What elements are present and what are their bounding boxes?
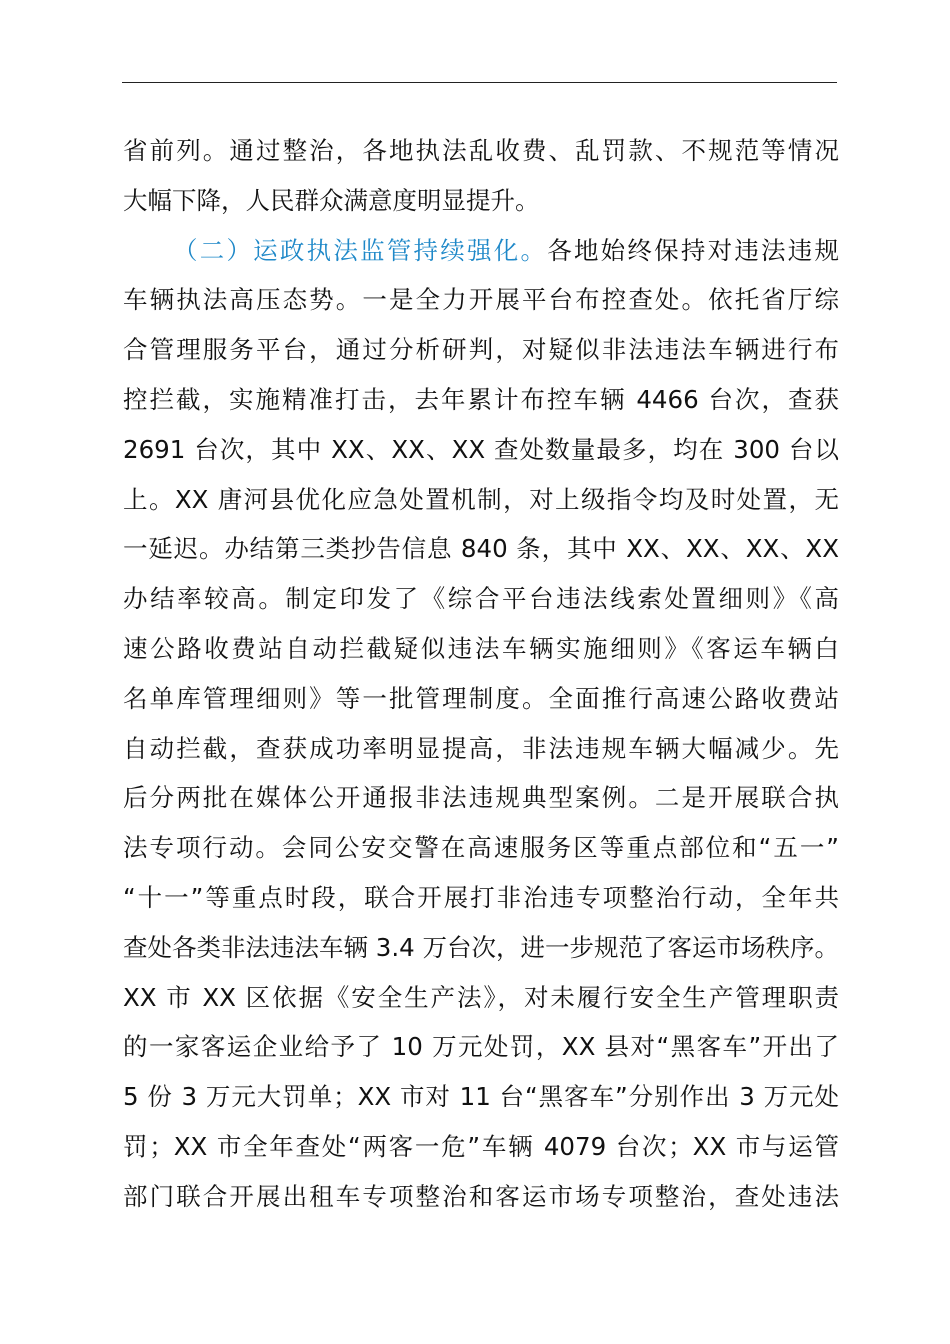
section-heading-rest: 各地始终保持对违法违规 <box>547 235 839 265</box>
paragraph-1-line-1: 省前列。通过整治，各地执法乱收费、乱罚款、不规范等情况 <box>123 136 839 165</box>
header-rule <box>122 82 837 83</box>
paragraph-2-line: “十一”等重点时段，联合开展打非治违专项整治行动，全年共 <box>123 882 839 912</box>
paragraph-2-line: 车辆执法高压态势。一是全力开展平台布控查处。依托省厅综 <box>123 285 839 315</box>
paragraph-2-line: 合管理服务平台，通过分析研判，对疑似非法违法车辆进行布 <box>123 335 839 365</box>
paragraph-2-line: 后分两批在媒体公开通报非法违规典型案例。二是开展联合执 <box>123 783 839 813</box>
paragraph-2-line: 速公路收费站自动拦截疑似违法车辆实施细则》《客运车辆白 <box>123 633 839 663</box>
body-text <box>123 126 839 1222</box>
paragraph-2-line: 2691 台次，其中 XX、XX、XX 查处数量最多，均在 300 台以 <box>123 434 839 464</box>
paragraph-1-line-2: 大幅下降，人民群众满意度明显提升。 <box>123 185 540 215</box>
paragraph-2-line: XX 市 XX 区依据《安全生产法》，对未履行安全生产管理职责 <box>123 982 839 1012</box>
paragraph-2-line: 查处各类非法违法车辆 3.4 万台次，进一步规范了客运市场秩序。 <box>123 932 839 962</box>
paragraph-2-line: 名单库管理细则》等一批管理制度。全面推行高速公路收费站 <box>123 683 839 713</box>
paragraph-2-line: 办结率较高。制定印发了《综合平台违法线索处置细则》《高 <box>123 584 839 614</box>
paragraph-2-line: 部门联合开展出租车专项整治和客运市场专项整治，查处违法 <box>123 1181 839 1211</box>
paragraph-2-line: 控拦截，实施精准打击，去年累计布控车辆 4466 台次，查获 <box>123 384 839 414</box>
section-heading: （二）运政执法监管持续强化。 <box>173 235 548 265</box>
paragraph-2-line: 的一家客运企业给予了 10 万元处罚，XX 县对“黑客车”开出了 <box>123 1032 839 1062</box>
paragraph-2-line: 5 份 3 万元大罚单；XX 市对 11 台“黑客车”分别作出 3 万元处 <box>123 1082 839 1112</box>
paragraph-2-line: 法专项行动。会同公安交警在高速服务区等重点部位和“五一” <box>123 833 839 863</box>
paragraph-2-line: 一延迟。办结第三类抄告信息 840 条，其中 XX、XX、XX、XX <box>123 534 839 564</box>
paragraph-2-line: 罚；XX 市全年查处“两客一危”车辆 4079 台次；XX 市与运管 <box>123 1131 839 1161</box>
paragraph-2-line: 上。XX 唐河县优化应急处置机制，对上级指令均及时处置，无 <box>123 484 839 514</box>
paragraph-2-line: 自动拦截，查获成功率明显提高，非法违规车辆大幅减少。先 <box>123 733 839 763</box>
paragraph-2-line-1 <box>123 226 839 276</box>
